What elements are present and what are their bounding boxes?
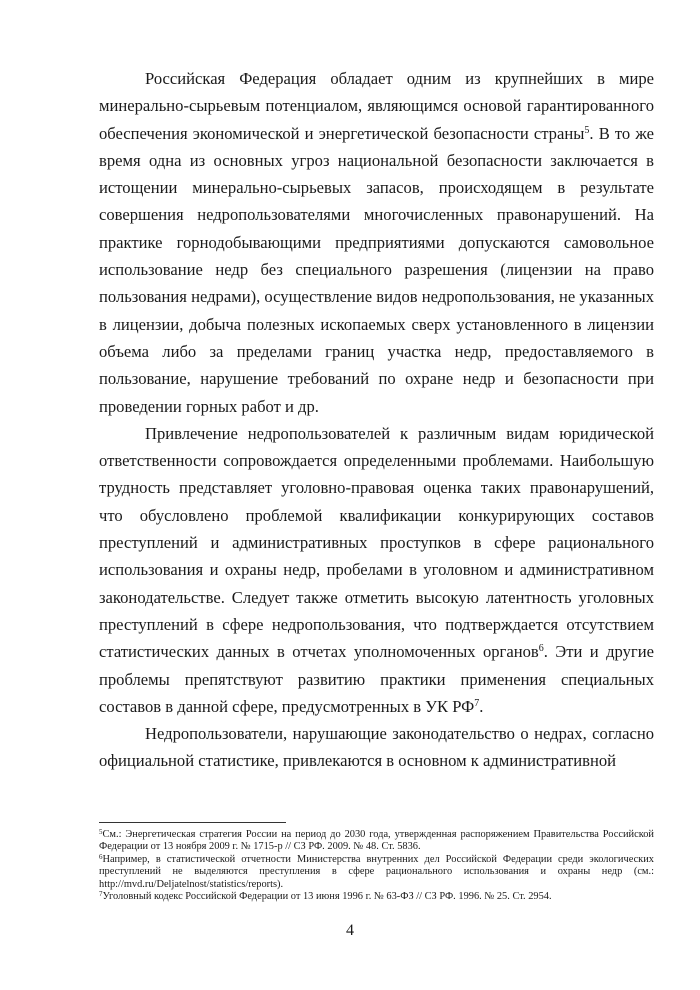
paragraph-text: . В то же время одна из основных угроз национальной безопасности заключается в истощении минерально-сырьевых запасов, происходящем в результате совершения недропользователями многочисленных правонарушений. На практике горнодобывающими предприятиями допускаются самовольное использование недр без специального разрешения (лицензии на право пользования недрами), осуществление видов недропользования, не указанных в лицензии, добыча полезных ископаемых сверх установленного в лицензии объема либо за пределами границ участка недр, предоставляемого в пользование, нарушение требований по охране недр и безопасности при проведении горных работ и др. (99, 123, 655, 416)
footnote-ref-5: 5 (584, 124, 590, 136)
footnote-number: 7 (99, 890, 103, 899)
footnote-ref-6: 6 (538, 643, 544, 655)
paragraph-text: Привлечение недропользователей к различным видам юридической ответственности сопровождается определенными проблемами. Наибольшую трудность представляет уголовно-правовая оценка таких правонарушений, что обусловлено проблемой квалификации конкурирующих составов преступлений и административных проступков в сфере рационального использования и охраны недр, пробелами в уголовном и административном законодательстве. Следует также отметить высокую латентность уголовных преступлений в сфере недропользования, что подтверждается отсутствием статистических данных в отчетах уполномоченных органов (99, 423, 654, 662)
body-text (99, 65, 654, 775)
footnote-number: 6 (99, 852, 103, 861)
paragraph-text: . (479, 696, 484, 716)
footnote-text: Например, в статистической отчетности Министерства внутренних дел Российской Федерации среди экологических преступлений не выделяются преступления в сфере рационального использования и охраны недр (см.: http://mvd.ru/Deljatelnost/statistics/reports). (99, 853, 654, 890)
paragraph (99, 420, 654, 720)
paragraph (99, 720, 654, 775)
footnotes (99, 829, 654, 903)
paragraph (99, 65, 654, 420)
footnote-7 (99, 891, 654, 903)
footnote-6 (99, 854, 654, 891)
paragraph-text: . Эти и другие проблемы препятствуют развитию практики применения специальных составов в данной сфере, предусмотренных в УК РФ (99, 642, 654, 716)
footnote-separator (99, 822, 286, 823)
page-number: 4 (346, 922, 354, 939)
paragraph-text: Недропользователи, нарушающие законодательство о недрах, согласно официальной статистике, привлекаются в основном к административной (99, 724, 654, 771)
footnote-text: См.: Энергетическая стратегия России на период до 2030 года, утвержденная распоряжением Правительства Российской Федерации от 13 ноября 2009 г. № 1715-р // СЗ РФ. 2009. № 48. Ст. 5836. (99, 829, 654, 853)
footnote-5 (99, 829, 654, 854)
paragraph-text: Российская Федерация обладает одним из крупнейших в мире минерально-сырьевым потенциалом, являющимся основой гарантированного обеспечения экономической и энергетической безопасности страны (99, 69, 654, 143)
footnote-number: 5 (99, 828, 103, 836)
footnote-ref-7: 7 (474, 697, 480, 709)
footnote-text: Уголовный кодекс Российской Федерации от 13 июня 1996 г. № 63-ФЗ // СЗ РФ. 1996. № 25. Ст. 2954. (102, 891, 552, 903)
